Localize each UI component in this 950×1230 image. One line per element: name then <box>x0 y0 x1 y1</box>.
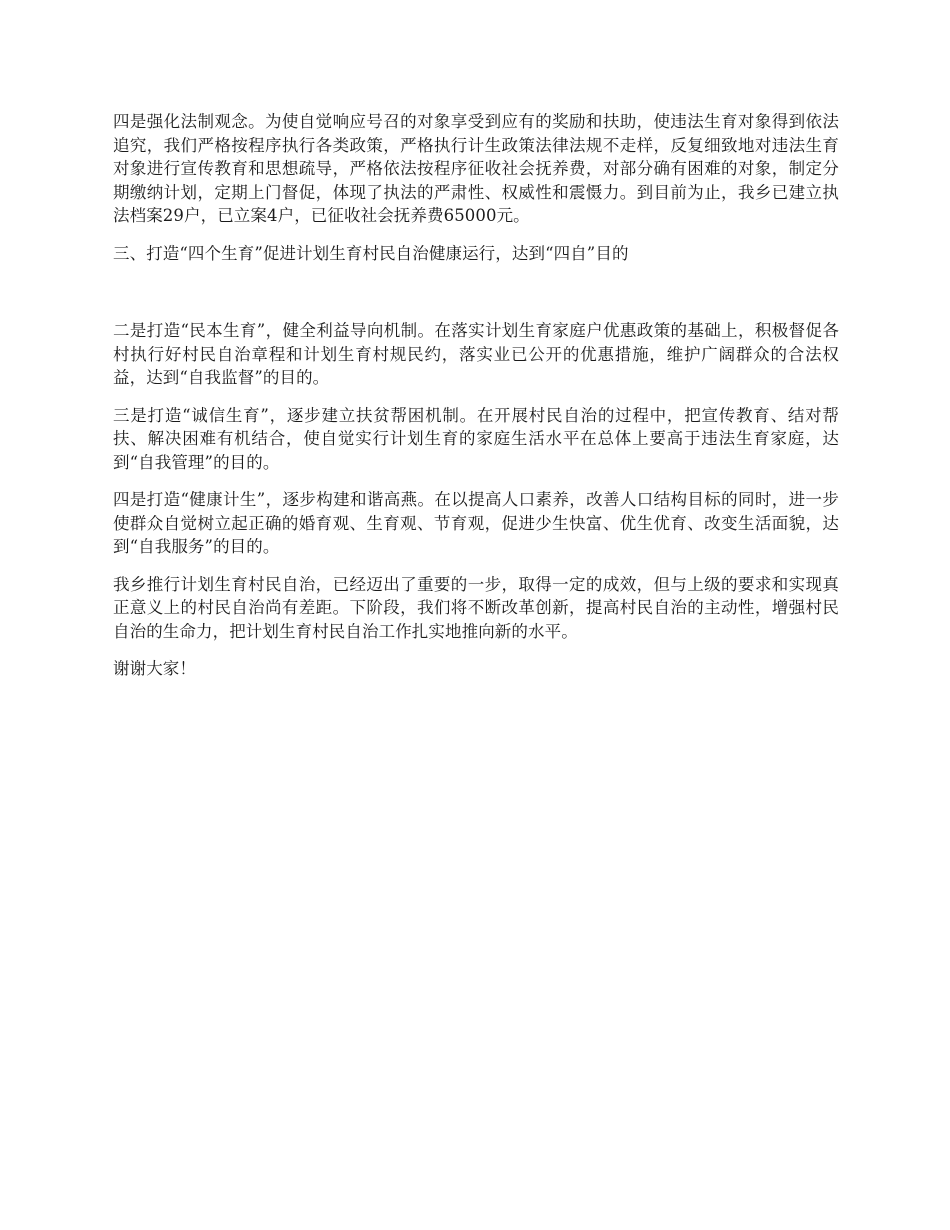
paragraph-people-oriented: 二是打造“民本生育”，健全利益导向机制。在落实计划生育家庭户优惠政策的基础上，积极督促各村执行好村民自治章程和计划生育村规民约，落实业已公开的优惠措施，维护广阔群众的合法权益，达到“自我监督”的目的。 <box>113 321 839 387</box>
paragraph-legal-awareness: 四是强化法制观念。为使自觉响应号召的对象享受到应有的奖励和扶助，使违法生育对象得到依法追究，我们严格按程序执行各类政策，严格执行计生政策法律法规不走样，反复细致地对违法生育对象进行宣传教育和思想疏导，严格依法按程序征收社会抚养费，对部分确有困难的对象，制定分期缴纳计划，定期上门督促，体现了执法的严肃性、权威性和震慑力。到目前为止，我乡已建立执法档案29户，已立案4户，已征收社会抚养费65000元。 <box>113 112 839 225</box>
paragraph-conclusion: 我乡推行计划生育村民自治，已经迈出了重要的一步，取得一定的成效，但与上级的要求和实现真正意义上的村民自治尚有差距。下阶段，我们将不断改革创新，提高村民自治的主动性，增强村民自治的生命力，把计划生育村民自治工作扎实地推向新的水平。 <box>113 574 839 641</box>
paragraph-integrity: 三是打造“诚信生育”，逐步建立扶贫帮困机制。在开展村民自治的过程中，把宣传教育、结对帮扶、解决困难有机结合，使自觉实行计划生育的家庭生活水平在总体上要高于违法生育家庭，达到“自我管理”的目的。 <box>113 405 839 472</box>
paragraph-healthy-family-planning: 四是打造“健康计生”，逐步构建和谐高燕。在以提高人口素养，改善人口结构目标的同时，进一步使群众自觉树立起正确的婚育观、生育观、节育观，促进少生快富、优生优育、改变生活面貌，达到“自我服务”的目的。 <box>113 490 839 556</box>
blank-gap <box>113 279 839 319</box>
document-page <box>113 110 839 695</box>
section-heading-four-births: 三、打造“四个生育”促进计划生育村民自治健康运行，达到“四自”目的 <box>113 243 629 263</box>
closing-thanks: 谢谢大家！ <box>113 659 196 678</box>
